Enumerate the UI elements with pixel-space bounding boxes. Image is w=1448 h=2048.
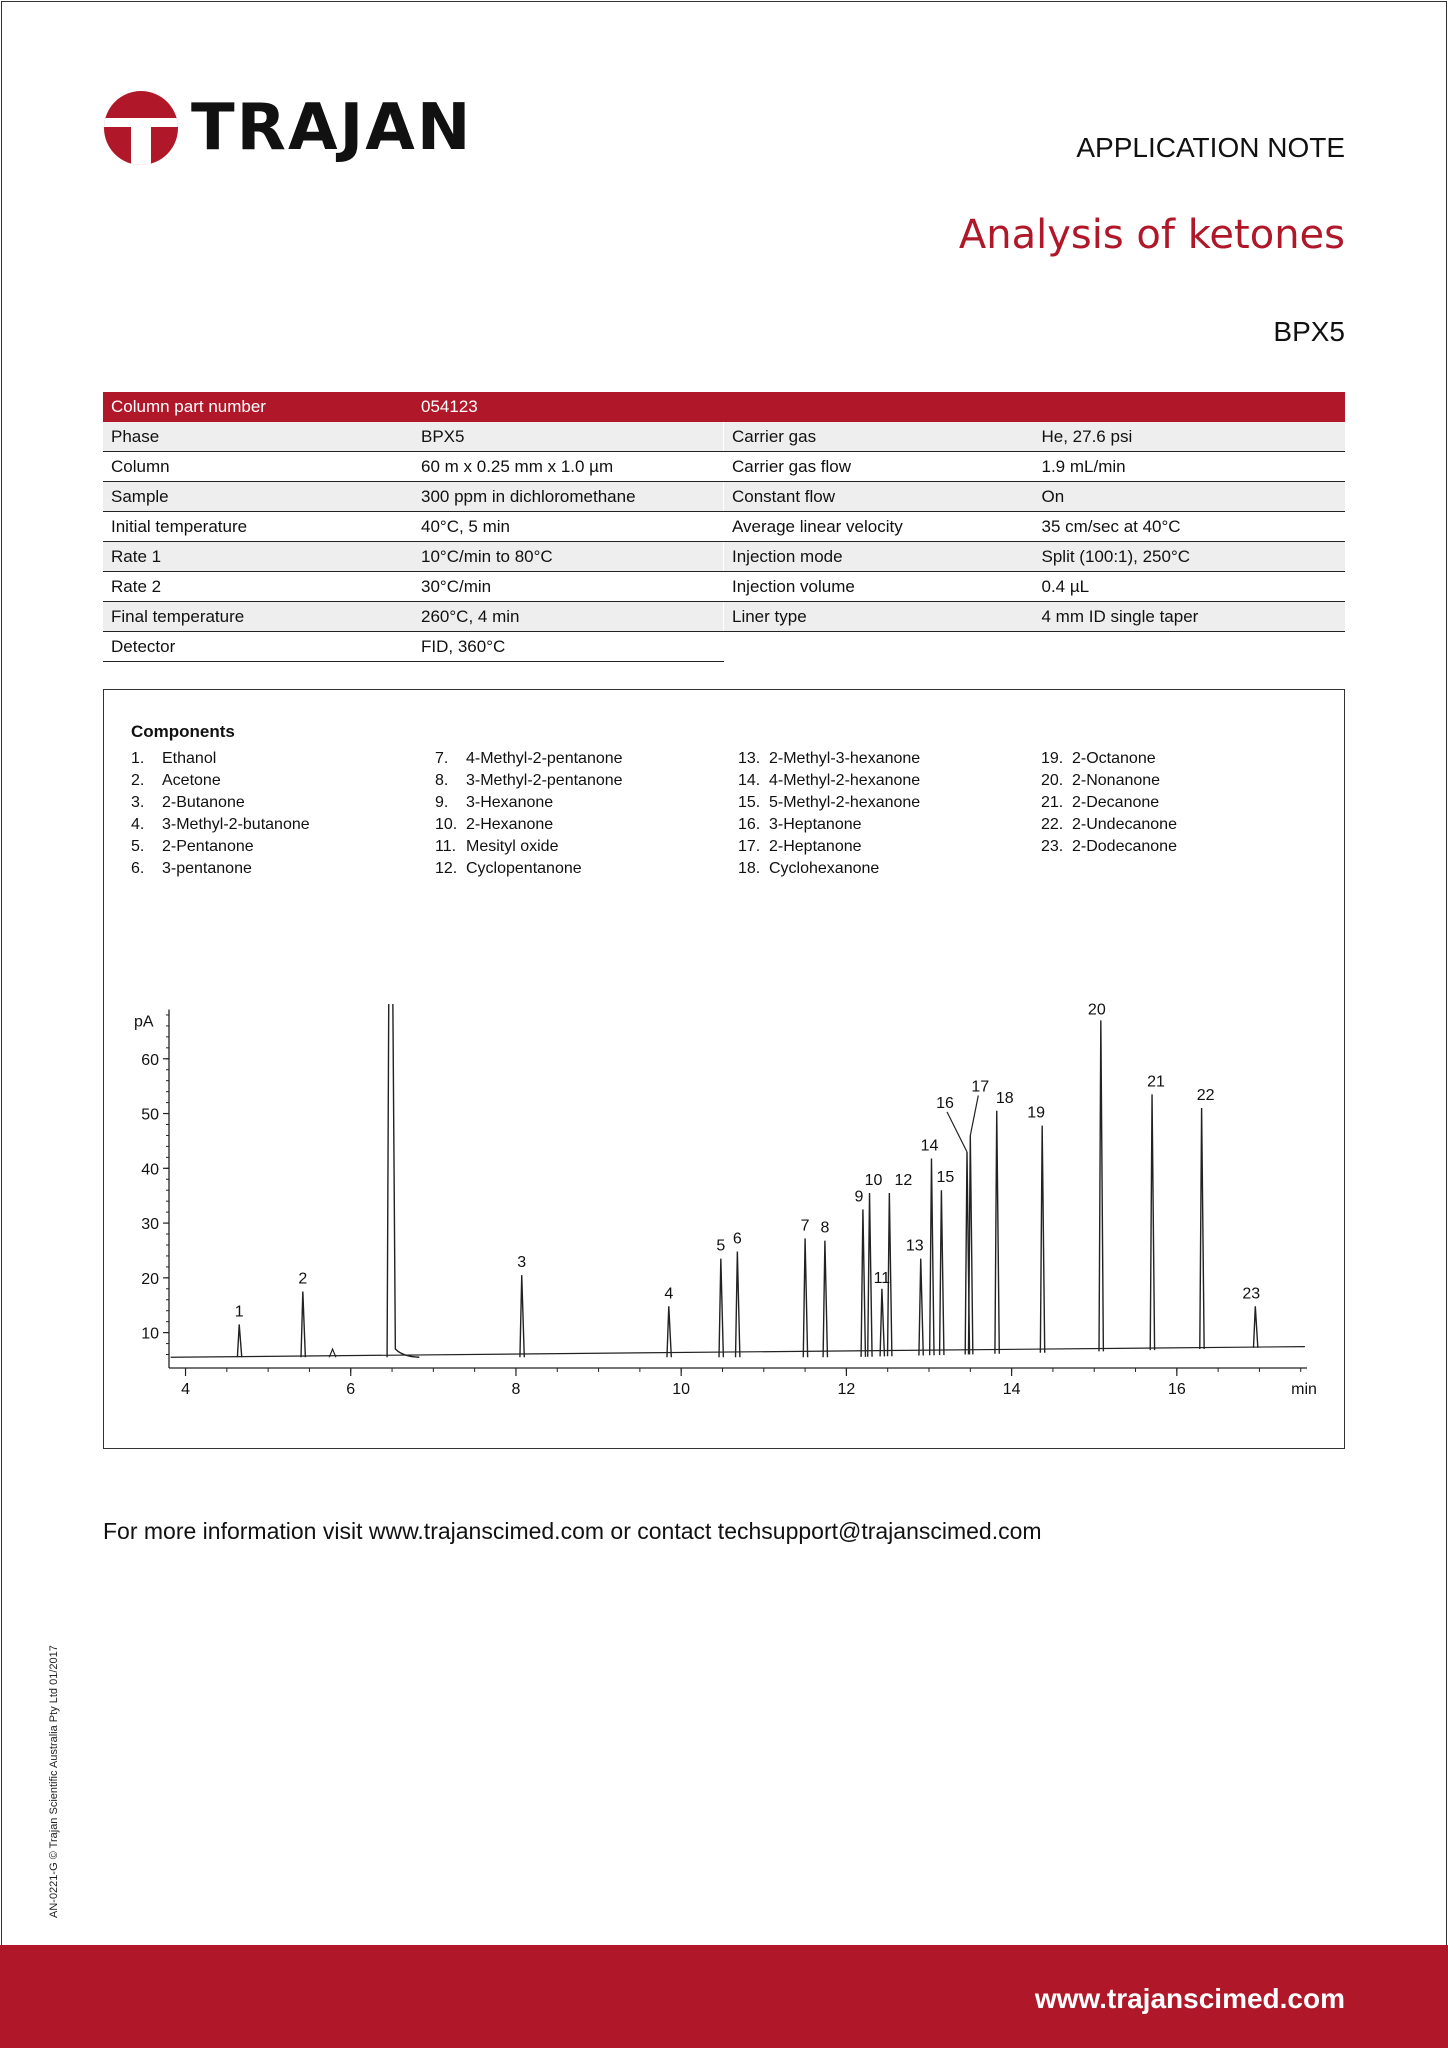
peak-label: 14 (920, 1137, 939, 1155)
parameter-value: He, 27.6 psi (1034, 422, 1346, 451)
component-number: 4. (131, 816, 145, 833)
parameter-value: 10°C/min to 80°C (413, 542, 723, 571)
peak-label: 16 (936, 1094, 954, 1112)
components-title: Components (131, 722, 235, 741)
component-name: Mesityl oxide (466, 838, 559, 855)
component-name: 2-Methyl-3-hexanone (769, 750, 921, 767)
component-name: 2-Decanone (1072, 794, 1160, 811)
y-tick-label: 50 (141, 1106, 159, 1124)
parameter-value: On (1034, 482, 1346, 511)
doc-type: APPLICATION NOTE (1076, 132, 1345, 163)
component-number: 21. (1041, 794, 1064, 811)
component-name: 2-Heptanone (769, 838, 862, 855)
component-number: 22. (1041, 816, 1064, 833)
component-name: 3-Heptanone (769, 816, 862, 833)
parameter-value: 30°C/min (421, 576, 492, 596)
parameter-label: Final temperature (103, 602, 413, 631)
peak-18 (995, 1111, 999, 1354)
table-row (103, 542, 1345, 572)
peak-23 (1253, 1306, 1257, 1347)
column-parameters-table (103, 392, 1345, 662)
x-tick-label: 6 (346, 1381, 356, 1398)
parameter-value: 300 ppm in dichloromethane (413, 482, 723, 511)
page-title: Analysis of ketones (958, 212, 1345, 258)
parameter-value: 35 cm/sec at 40°C (1041, 516, 1181, 536)
component-name: Cyclopentanone (466, 860, 582, 877)
left-parameter (103, 452, 724, 482)
peak-label: 19 (1027, 1104, 1046, 1122)
component-number: 17. (738, 838, 761, 855)
x-tick-label: 4 (181, 1381, 190, 1398)
right-parameter (724, 512, 1345, 542)
peak-7 (803, 1238, 807, 1357)
table-header-row (103, 392, 1345, 422)
peak-9 (861, 1209, 865, 1356)
peak-label: 11 (873, 1269, 891, 1287)
peak-label: 17 (971, 1078, 990, 1096)
parameter-label: Rate 2 (111, 576, 162, 596)
component-name: 2-Nonanone (1072, 772, 1161, 789)
parameter-value: 0.4 µL (1041, 576, 1090, 596)
peak-19 (1040, 1126, 1044, 1353)
component-number: 2. (131, 772, 145, 789)
component-number: 8. (435, 772, 449, 789)
table-row (103, 482, 1345, 512)
component-name: 4-Methyl-2-pentanone (466, 750, 623, 767)
chromatogram-chart (104, 690, 1346, 1450)
peak-label: 13 (905, 1237, 924, 1255)
component-number: 1. (131, 750, 145, 767)
peak-4 (667, 1306, 671, 1357)
peak-label: 8 (820, 1219, 830, 1237)
table-row (103, 602, 1345, 632)
parameter-value: 40°C, 5 min (421, 516, 511, 536)
parameter-label: Liner type (724, 602, 1034, 631)
y-axis-label: pA (134, 1013, 154, 1031)
peak-14 (930, 1158, 934, 1355)
peak-label: 10 (864, 1171, 883, 1189)
peak-5 (719, 1259, 723, 1358)
parameter-label: Carrier gas (724, 422, 1034, 451)
left-parameter (103, 572, 724, 602)
component-name: 3-Methyl-2-butanone (162, 816, 310, 833)
peak-8 (823, 1241, 827, 1358)
component-number: 20. (1041, 772, 1064, 789)
column-part-number-label: Column part number (111, 397, 266, 416)
y-tick-label: 30 (141, 1216, 159, 1234)
component-number: 11. (435, 838, 457, 855)
parameter-value: 60 m x 0.25 mm x 1.0 µm (421, 456, 614, 476)
component-name: 2-Pentanone (162, 838, 254, 855)
peak-label: 21 (1147, 1073, 1165, 1091)
peak-label: 23 (1242, 1285, 1261, 1303)
left-parameter (103, 602, 724, 632)
y-tick-label: 20 (141, 1270, 159, 1288)
brand-logo[interactable] (103, 90, 473, 170)
page-subtitle: BPX5 (1273, 316, 1345, 347)
parameter-label: Injection mode (724, 542, 1034, 571)
y-tick-label: 40 (141, 1161, 159, 1179)
peak-3 (520, 1275, 524, 1357)
table-row (103, 572, 1345, 602)
peak-17-leader (970, 1095, 978, 1135)
component-number: 14. (738, 772, 761, 789)
y-tick-label: 60 (141, 1051, 159, 1069)
right-parameter (724, 632, 1345, 662)
table-row (103, 632, 1345, 662)
right-parameter (724, 482, 1345, 512)
component-number: 18. (738, 860, 761, 877)
component-name: 4-Methyl-2-hexanone (769, 772, 921, 789)
component-number: 12. (435, 860, 458, 877)
left-parameter (103, 632, 724, 662)
peak-10 (868, 1193, 872, 1357)
component-number: 5. (131, 838, 145, 855)
component-number: 19. (1041, 750, 1064, 767)
peak-11 (880, 1289, 884, 1357)
parameter-label: Column (111, 456, 170, 476)
component-name: 3-Hexanone (466, 794, 554, 811)
document-code: AN-0221-G © Trajan Scientific Australia Pty Ltd 01/2017 (48, 1645, 60, 1918)
right-parameter (724, 422, 1345, 452)
contact-text: For more information visit www.trajanscimed.com or contact techsupport@trajanscimed.com (103, 1518, 1042, 1544)
peak-6 (736, 1252, 740, 1358)
parameter-label: Average linear velocity (732, 516, 903, 536)
parameter-label: Injection volume (732, 576, 855, 596)
component-name: Ethanol (162, 750, 217, 767)
component-name: 2-Hexanone (466, 816, 554, 833)
peak-16-leader (947, 1112, 967, 1152)
parameter-label: Phase (103, 422, 413, 451)
peak-label: 18 (995, 1089, 1014, 1107)
parameter-label: Initial temperature (111, 516, 248, 536)
peak-21 (1150, 1094, 1154, 1350)
parameter-label: Detector (111, 636, 176, 656)
parameter-label: Rate 1 (103, 542, 413, 571)
component-number: 3. (131, 794, 145, 811)
parameter-value: 260°C, 4 min (413, 602, 723, 631)
left-parameter (103, 482, 724, 512)
component-name: 5-Methyl-2-hexanone (769, 794, 921, 811)
right-parameter (724, 452, 1345, 482)
column-part-number-value: 054123 (421, 397, 478, 416)
brand-name: TRAJAN (191, 91, 473, 165)
solvent-peak (387, 1004, 419, 1357)
left-parameter (103, 542, 724, 572)
chromatogram-panel (103, 689, 1345, 1449)
component-name: 3-Methyl-2-pentanone (466, 772, 623, 789)
component-name: 2-Undecanone (1072, 816, 1177, 833)
parameter-value: 1.9 mL/min (1041, 456, 1126, 476)
table-row (103, 452, 1345, 482)
peak-13 (919, 1259, 923, 1356)
trajan-t-circle-icon (103, 90, 179, 166)
x-tick-label: 8 (511, 1381, 521, 1398)
peak-label: 4 (664, 1285, 674, 1303)
peak-15 (940, 1190, 944, 1355)
parameter-value: Split (100:1), 250°C (1034, 542, 1346, 571)
parameter-value: 4 mm ID single taper (1034, 602, 1346, 631)
peak-label: 22 (1196, 1087, 1215, 1105)
parameter-label: Carrier gas flow (732, 456, 852, 476)
x-tick-label: 10 (672, 1381, 691, 1398)
peak-label: 6 (732, 1230, 742, 1248)
component-number: 23. (1041, 838, 1064, 855)
y-tick-label: 10 (141, 1325, 159, 1343)
peak-label: 5 (716, 1237, 726, 1255)
component-number: 16. (738, 816, 761, 833)
component-number: 15. (738, 794, 761, 811)
peak-label: 2 (298, 1270, 308, 1288)
table-row (103, 512, 1345, 542)
peak-2 (301, 1292, 305, 1358)
peak-label: 9 (854, 1188, 864, 1206)
component-number: 9. (435, 794, 449, 811)
peak-label: 7 (800, 1217, 810, 1235)
x-tick-label: 14 (1002, 1381, 1021, 1398)
baseline-trace (171, 1347, 1305, 1358)
parameter-value: BPX5 (413, 422, 723, 451)
component-name: 2-Dodecanone (1072, 838, 1177, 855)
peak-label: 3 (517, 1254, 527, 1272)
component-number: 7. (435, 750, 449, 767)
peak-label: 1 (234, 1303, 244, 1321)
left-parameter (103, 422, 724, 452)
parameter-label: Sample (103, 482, 413, 511)
parameter-label: Constant flow (724, 482, 1034, 511)
left-parameter (103, 512, 724, 542)
component-number: 6. (131, 860, 145, 877)
peak-label: 15 (936, 1169, 955, 1187)
peak-label: 20 (1087, 1001, 1106, 1019)
peak-label: 12 (894, 1171, 913, 1189)
peak-17 (968, 1135, 972, 1354)
right-parameter (724, 542, 1345, 572)
component-name: 2-Butanone (162, 794, 245, 811)
footer-website-link[interactable]: www.trajanscimed.com (1034, 1983, 1345, 2014)
table-row (103, 422, 1345, 452)
parameter-value: FID, 360°C (421, 636, 506, 656)
peak-1 (237, 1324, 241, 1357)
component-name: 2-Octanone (1072, 750, 1156, 767)
component-name: Cyclohexanone (769, 860, 880, 877)
x-axis-label: min (1291, 1381, 1317, 1398)
x-tick-label: 12 (837, 1381, 856, 1398)
right-parameter (724, 572, 1345, 602)
peak-20 (1099, 1020, 1103, 1351)
right-parameter (724, 602, 1345, 632)
component-number: 13. (738, 750, 761, 767)
component-name: Acetone (162, 772, 221, 789)
peak-22 (1200, 1108, 1204, 1349)
component-name: 3-pentanone (162, 860, 252, 877)
x-tick-label: 16 (1167, 1381, 1186, 1398)
component-number: 10. (435, 816, 458, 833)
